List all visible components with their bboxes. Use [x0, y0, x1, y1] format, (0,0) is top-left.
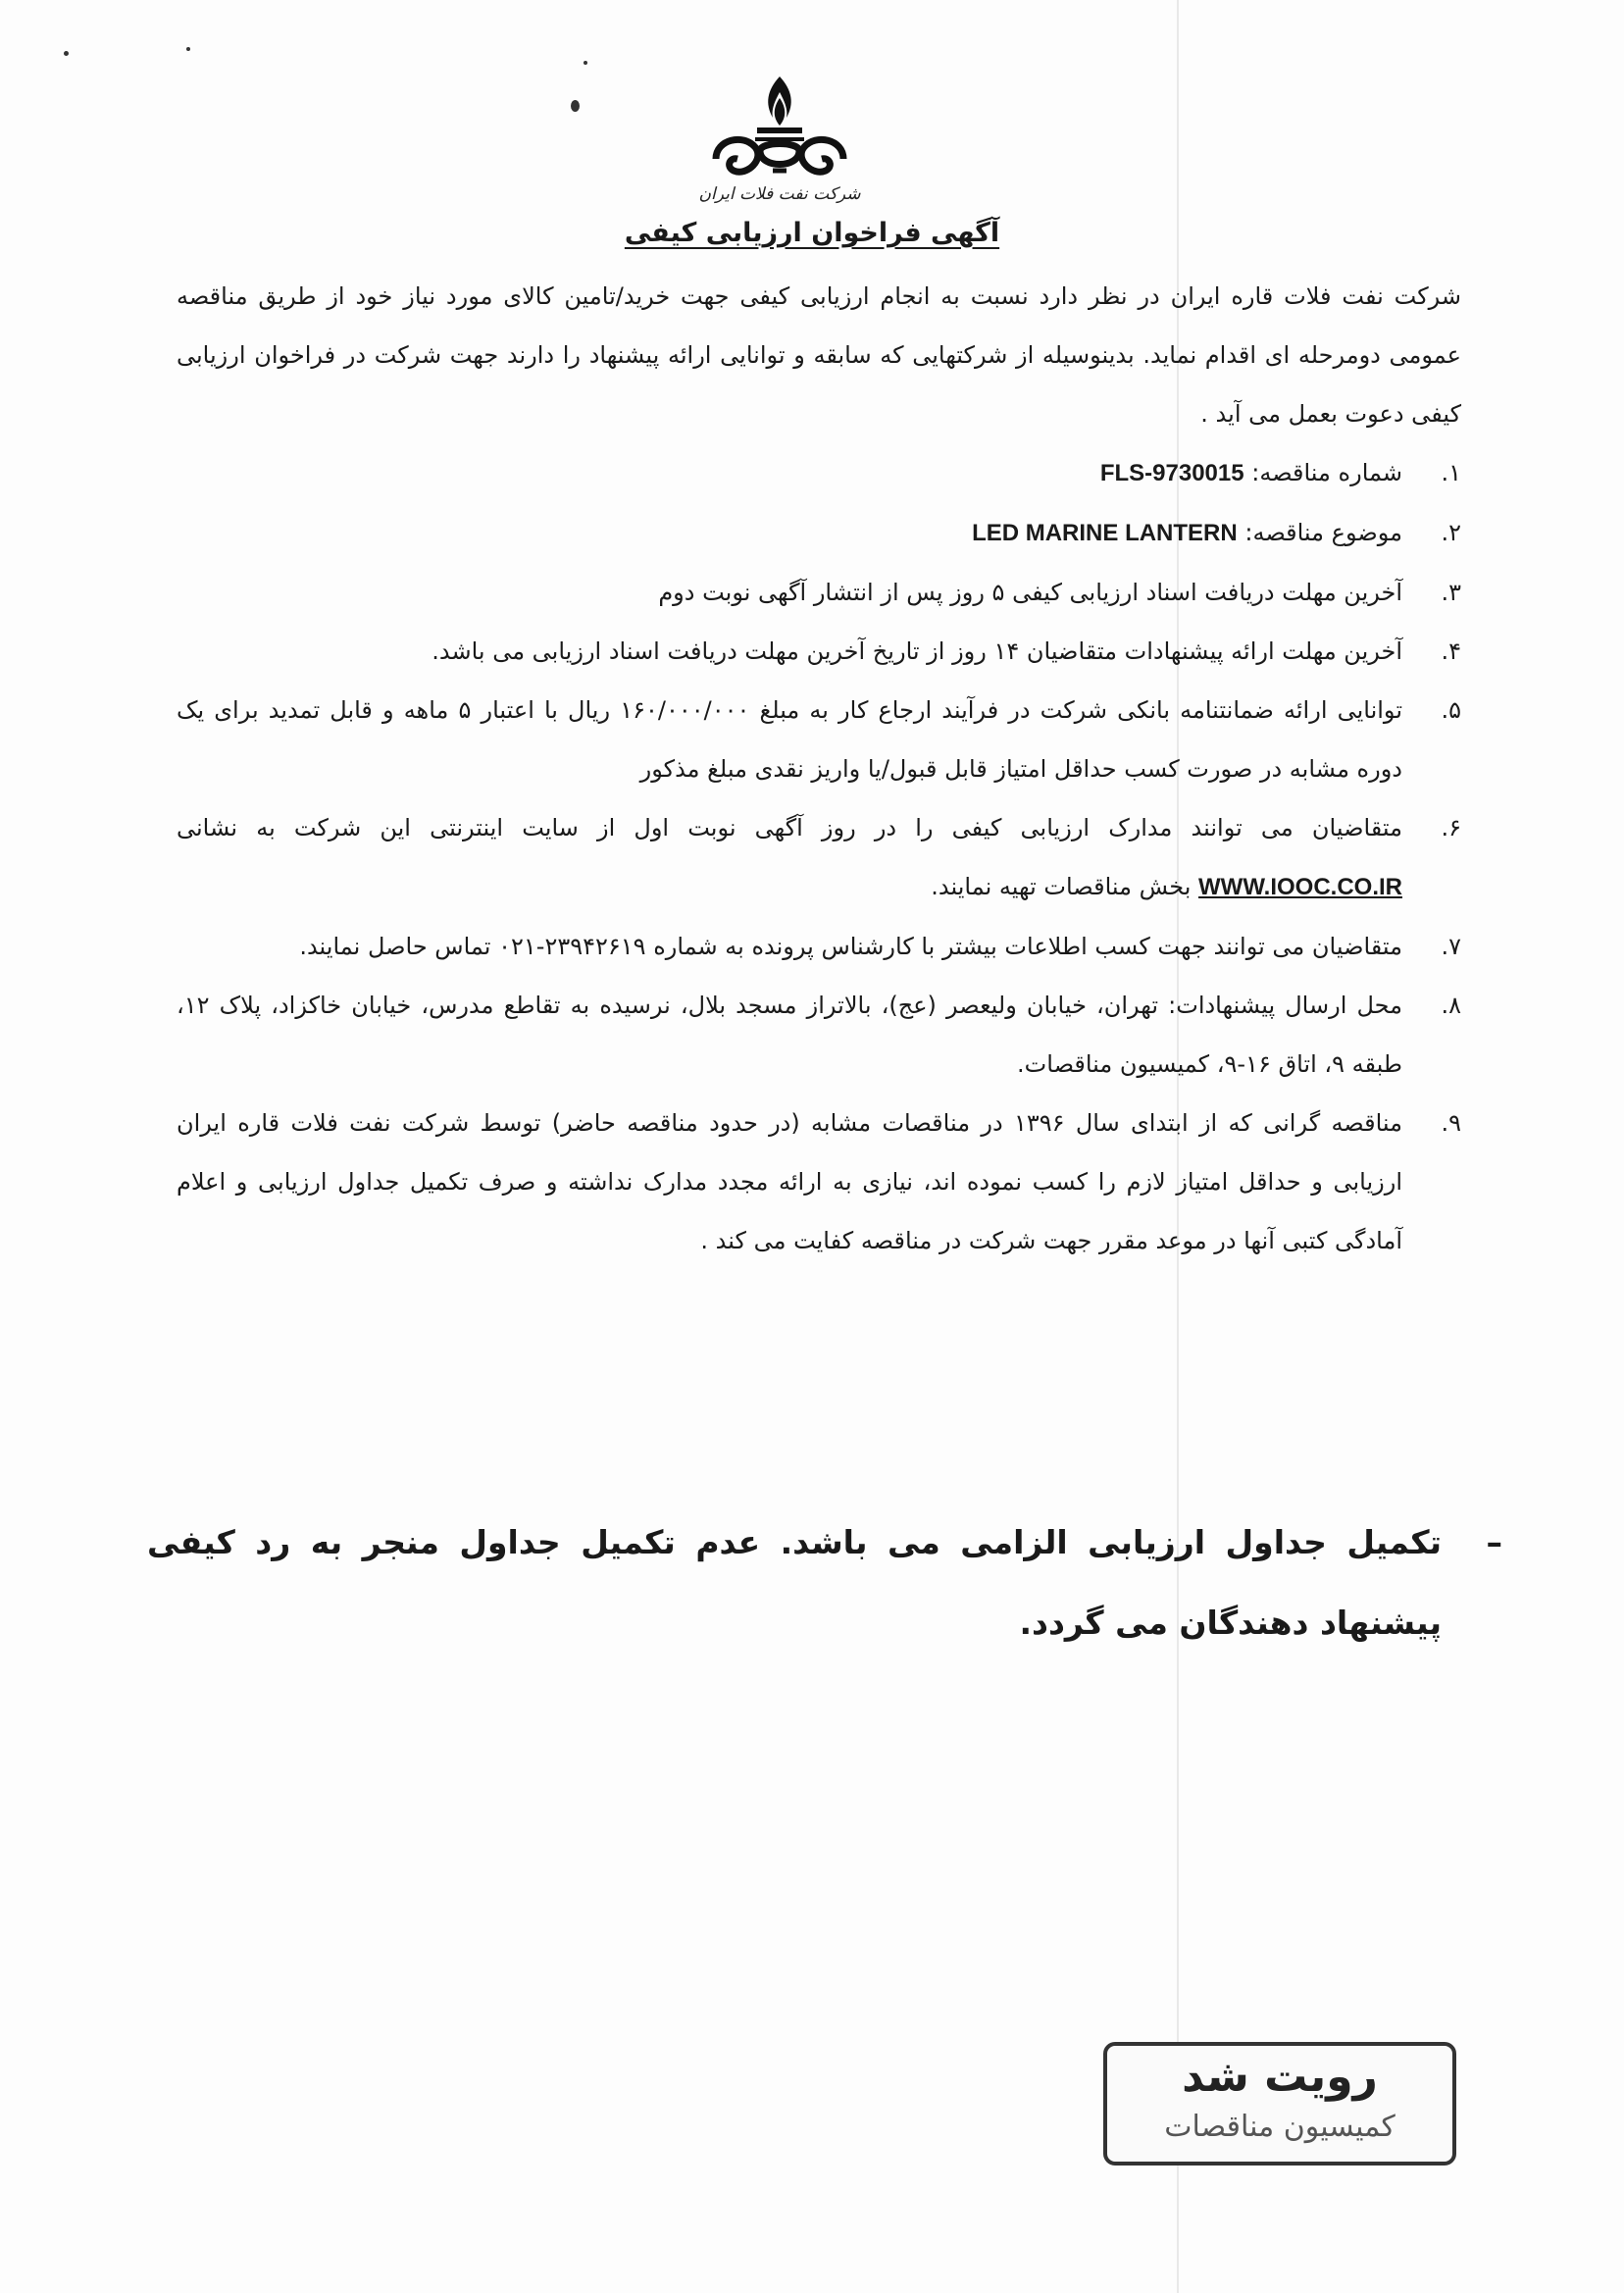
tender-number: FLS-9730015 [1099, 460, 1244, 486]
list-item [177, 1094, 1461, 1270]
note-text: تکمیل جداول ارزیابی الزامی می باشد. عدم تکمیل جداول منجر به رد کیفی پیشنهاد دهندگان می گردد. [147, 1523, 1442, 1642]
list-item [177, 503, 1461, 563]
item-text: آخرین مهلت دریافت اسناد ارزیابی کیفی ۵ روز پس از انتشار آگهی نوبت دوم [658, 579, 1402, 606]
item-number: ۱. [1441, 459, 1461, 486]
list-item [177, 681, 1461, 798]
numbered-list [177, 443, 1461, 1270]
item-text: آخرین مهلت ارائه پیشنهادات متقاضیان ۱۴ روز از تاریخ آخرین مهلت دریافت اسناد ارزیابی می باشد. [431, 637, 1402, 665]
list-item [177, 443, 1461, 503]
list-item [177, 798, 1461, 917]
scan-speck [571, 100, 580, 112]
item-number: ۴. [1441, 637, 1461, 665]
list-item [177, 976, 1461, 1094]
item-number: ۶. [1441, 814, 1461, 841]
item-number: ۵. [1441, 696, 1461, 724]
item-text: شماره مناقصه: [1251, 459, 1402, 486]
scan-speck [186, 47, 190, 51]
item-number: ۳. [1441, 579, 1461, 606]
item-text: محل ارسال پیشنهادات: تهران، خیابان ولیعصر (عج)، بالاتراز مسجد بلال، نرسیده به تقاطع مدرس، خیابان خاکزاد، پلاک ۱۲، طبقه ۹، اتاق ۱۶-۹، کمیسیون مناقصات. [177, 992, 1402, 1078]
company-logo [686, 69, 873, 216]
item-number: ۷. [1441, 933, 1461, 960]
mandatory-note [147, 1503, 1502, 1663]
page-title: آگهی فراخوان ارزیابی کیفی [624, 218, 1000, 248]
scan-speck [64, 51, 69, 56]
received-stamp [1103, 2042, 1456, 2166]
list-item [177, 563, 1461, 622]
item-text: متقاضیان می توانند مدارک ارزیابی کیفی را در روز آگهی نوبت اول از سایت اینترنتی این شرکت به نشانی [177, 814, 1402, 841]
list-item [177, 917, 1461, 976]
list-item [177, 622, 1461, 681]
item-text: متقاضیان می توانند جهت کسب اطلاعات بیشتر با کارشناس پرونده به شماره ۲۳۹۴۲۶۱۹-۰۲۱ تماس حاصل نمایند. [299, 933, 1402, 960]
stamp-bottom-text: کمیسیون مناقصات [1164, 2110, 1396, 2144]
logo-caption: شرکت نفت فلات ایران [698, 184, 861, 204]
item-number: ۲. [1441, 519, 1461, 546]
scan-speck [584, 61, 587, 65]
notice-body [177, 267, 1461, 1270]
item-number: ۹. [1441, 1109, 1461, 1137]
item-number: ۸. [1441, 992, 1461, 1019]
note-dash: – [1486, 1523, 1502, 1561]
item-text: مناقصه گرانی که از ابتدای سال ۱۳۹۶ در مناقصات مشابه (در حدود مناقصه حاضر) توسط شرکت نفت فلات قاره ایران ارزیابی و حداقل امتیاز لازم را کسب نموده اند، نیازی به ارائه مجدد مدارک نداشته و صرف تکمیل جداول ارزیابی و اعلام آمادگی کتبی آنها در موعد مقرر جهت شرکت در مناقصه کفایت می کند . [177, 1109, 1403, 1254]
intro-paragraph: شرکت نفت فلات قاره ایران در نظر دارد نسبت به انجام ارزیابی کیفی جهت خرید/تامین کالای مورد نیاز خود از طریق مناقصه عمومی دومرحله ای اقدام نماید. بدینوسیله از شرکتهایی که سابقه و توانایی ارائه پیشنهاد را دارند جهت شرکت در فراخوان ارزیابی کیفی دعوت بعمل می آید . [177, 282, 1461, 428]
website-link[interactable]: WWW.IOOC.CO.IR [1198, 874, 1402, 900]
item-text: بخش مناقصات تهیه نمایند. [931, 873, 1192, 900]
item-text: توانایی ارائه ضمانتنامه بانکی شرکت در فرآیند ارجاع کار به مبلغ ۱۶۰/۰۰۰/۰۰۰ ریال با اعتبار ۵ ماهه و قابل تمدید برای یک دوره مشابه در صورت کسب حداقل امتیاز قابل قبول/یا واریز نقدی مبلغ مذکور [177, 696, 1403, 783]
stamp-top-text: رویت شد [1182, 2052, 1378, 2102]
tender-subject: LED MARINE LANTERN [972, 520, 1238, 546]
item-text: موضوع مناقصه: [1244, 519, 1402, 546]
